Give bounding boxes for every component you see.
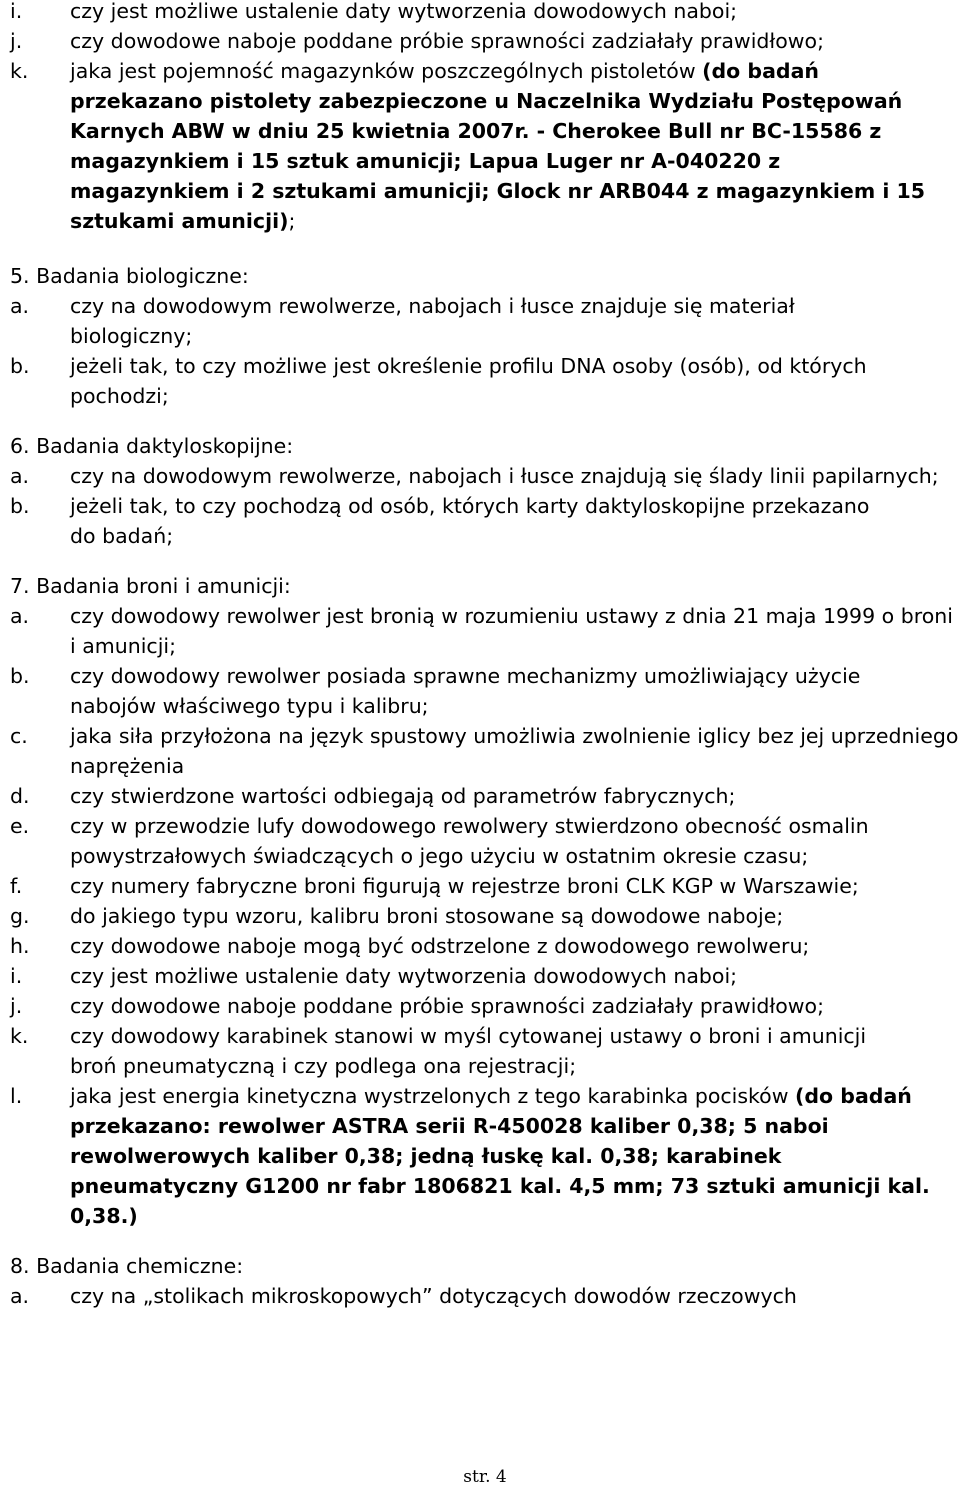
item-text: czy dowodowy rewolwer jest bronią w rozumieniu ustawy z dnia 21 maja 1999 o broni i amunicji; bbox=[70, 604, 953, 658]
item-label: k. bbox=[10, 1024, 29, 1048]
page-footer bbox=[0, 1466, 960, 1488]
item-text: czy na „stolikach mikroskopowych” dotyczących dowodów rzeczowych bbox=[70, 1284, 797, 1308]
item-label: i. bbox=[10, 0, 23, 23]
list-item bbox=[0, 871, 960, 901]
item-label: f. bbox=[10, 874, 23, 898]
list-item bbox=[0, 1281, 960, 1311]
item-text: jaka jest pojemność magazynków poszczególnych pistoletów bbox=[70, 59, 703, 83]
item-label: j. bbox=[10, 994, 23, 1018]
list-item bbox=[0, 931, 960, 961]
item-label: b. bbox=[10, 494, 30, 518]
item-label: b. bbox=[10, 664, 30, 688]
item-label: j. bbox=[10, 29, 23, 53]
item-text: czy dowodowe naboje mogą być odstrzelone z dowodowego rewolweru; bbox=[70, 934, 810, 958]
list-item bbox=[0, 961, 960, 991]
item-text: jaka siła przyłożona na język spustowy umożliwia zwolnienie iglicy bez jej uprzedniego naprężenia bbox=[70, 724, 959, 778]
item-label: l. bbox=[10, 1084, 23, 1108]
list-item bbox=[0, 351, 960, 411]
list-item-l bbox=[0, 1081, 960, 1231]
item-text: czy na dowodowym rewolwerze, nabojach i łusce znajdują się ślady linii papilarnych; bbox=[70, 464, 939, 488]
item-text-bold: (do badań przekazano pistolety zabezpieczone u Naczelnika Wydziału Postępowań Karnych ABW w dniu 25 kwietnia 2007r. - Cherokee Bull nr BC-15586 z magazynkiem i 15 sztuk amunicji; Lapua Luger nr A-040220 z magazynkiem i 2 sztukami amunicji; Glock nr ARB044 z magazynkiem i 15 sztukami amunicji) bbox=[70, 59, 926, 233]
list-item bbox=[0, 26, 960, 56]
list-item bbox=[0, 291, 960, 351]
section-chemical bbox=[0, 1251, 960, 1311]
item-text: czy stwierdzone wartości odbiegają od parametrów fabrycznych; bbox=[70, 784, 736, 808]
list-item bbox=[0, 661, 960, 721]
list-item bbox=[0, 601, 960, 661]
item-text: czy na dowodowym rewolwerze, nabojach i łusce znajduje się materiał biologiczny; bbox=[70, 294, 795, 348]
item-text: jeżeli tak, to czy pochodzą od osób, których karty daktyloskopijne przekazano do badań; bbox=[70, 494, 870, 548]
list-item bbox=[0, 721, 960, 781]
item-text: czy dowodowy karabinek stanowi w myśl cytowanej ustawy o broni i amunicji broń pneumatyczną i czy podlega ona rejestracji; bbox=[70, 1024, 867, 1078]
item-text: czy numery fabryczne broni figurują w rejestrze broni CLK KGP w Warszawie; bbox=[70, 874, 859, 898]
item-label: e. bbox=[10, 814, 30, 838]
item-text: czy dowodowe naboje poddane próbie sprawności zadziałały prawidłowo; bbox=[70, 994, 824, 1018]
section-weapons bbox=[0, 571, 960, 1231]
item-text: czy w przewodzie lufy dowodowego rewolwery stwierdzono obecność osmalin powystrzałowych świadczących o jego użyciu w ostatnim okresie czasu; bbox=[70, 814, 869, 868]
section-biological bbox=[0, 261, 960, 411]
item-label: a. bbox=[10, 604, 30, 628]
list-item bbox=[0, 991, 960, 1021]
page-number: str. 4 bbox=[463, 1467, 507, 1487]
list-item bbox=[0, 461, 960, 491]
list-item bbox=[0, 0, 960, 26]
list-item bbox=[0, 811, 960, 871]
item-label: h. bbox=[10, 934, 30, 958]
section-title: 8. Badania chemiczne: bbox=[10, 1254, 244, 1278]
item-text-bold: (do badań przekazano: rewolwer ASTRA serii R-450028 kaliber 0,38; 5 naboi rewolwerowych kaliber 0,38; jedną łuskę kal. 0,38; karabinek pneumatyczny G1200 nr fabr 1806821 kal. 4,5 mm; 73 sztuki amunicji kal. 0,38.) bbox=[70, 1084, 930, 1228]
item-label: i. bbox=[10, 964, 23, 988]
item-text: czy dowodowe naboje poddane próbie sprawności zadziałały prawidłowo; bbox=[70, 29, 824, 53]
item-label: g. bbox=[10, 904, 30, 928]
list-item bbox=[0, 491, 960, 551]
item-label: a. bbox=[10, 294, 30, 318]
item-label: b. bbox=[10, 354, 30, 378]
item-label: k. bbox=[10, 59, 29, 83]
item-text: jeżeli tak, to czy możliwe jest określenie profilu DNA osoby (osób), od których pochodzi; bbox=[70, 354, 867, 408]
item-label: c. bbox=[10, 724, 28, 748]
list-item bbox=[0, 1021, 960, 1081]
item-text: do jakiego typu wzoru, kalibru broni stosowane są dowodowe naboje; bbox=[70, 904, 784, 928]
item-text: czy jest możliwe ustalenie daty wytworzenia dowodowych naboi; bbox=[70, 964, 738, 988]
section-title: 7. Badania broni i amunicji: bbox=[10, 574, 291, 598]
item-text: jaka jest energia kinetyczna wystrzelonych z tego karabinka pocisków bbox=[70, 1084, 789, 1108]
list-item bbox=[0, 781, 960, 811]
section-title: 5. Badania biologiczne: bbox=[10, 264, 249, 288]
item-label: a. bbox=[10, 1284, 30, 1308]
item-text-end: ; bbox=[288, 209, 296, 233]
item-text: czy jest możliwe ustalenie daty wytworzenia dowodowych naboi; bbox=[70, 0, 738, 23]
list-item bbox=[0, 901, 960, 931]
list-item-k bbox=[0, 56, 960, 236]
item-label: d. bbox=[10, 784, 30, 808]
section-fingerprint bbox=[0, 431, 960, 551]
section-title: 6. Badania daktyloskopijne: bbox=[10, 434, 294, 458]
item-text: czy dowodowy rewolwer posiada sprawne mechanizmy umożliwiający użycie nabojów właściwego typu i kalibru; bbox=[70, 664, 861, 718]
item-label: a. bbox=[10, 464, 30, 488]
